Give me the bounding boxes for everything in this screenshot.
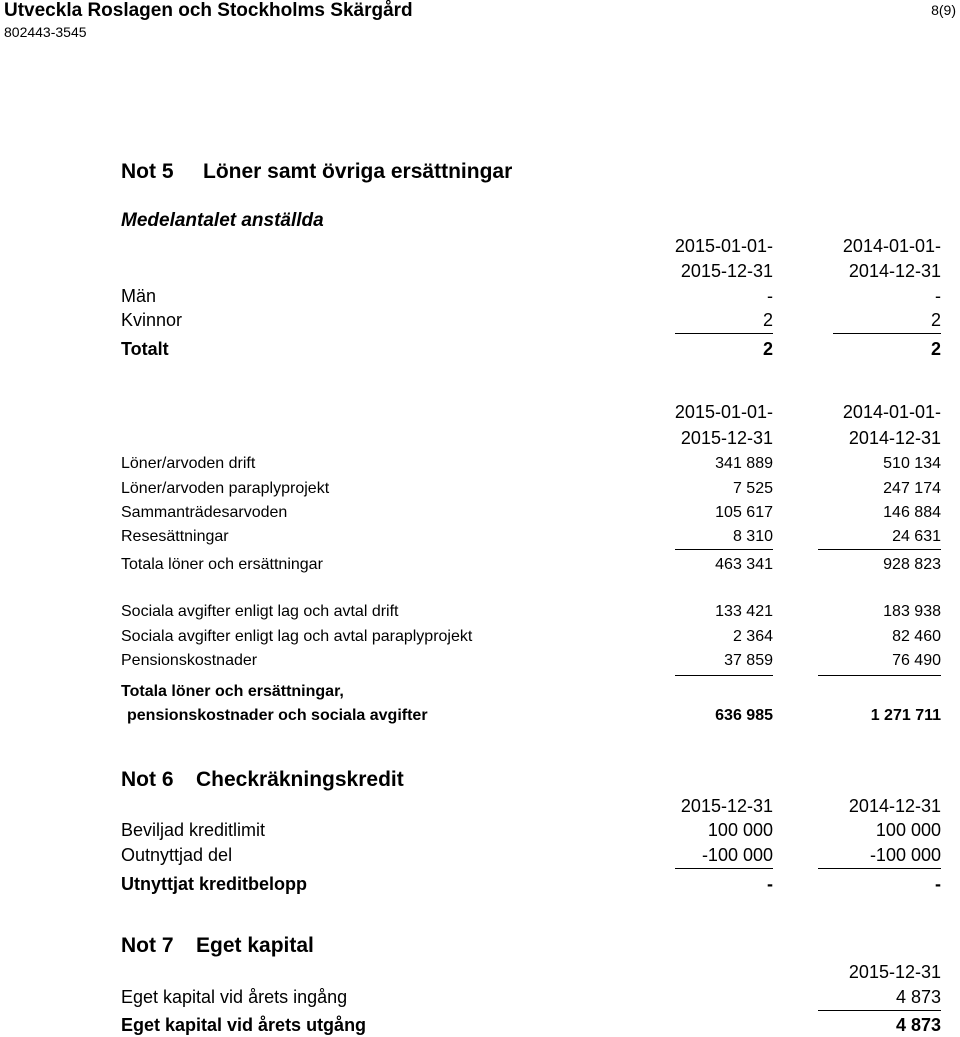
emp-row-2015: - (767, 286, 773, 306)
credit-row-2014: 100 000 (875, 820, 941, 840)
equity-total-value: 4 873 (895, 1015, 941, 1035)
emp-period-2015-start: 2015-01-01- (674, 236, 773, 256)
sal-total-label-line2: pensionskostnader och sociala avgifter (127, 707, 428, 724)
sal-subtotal-2014: 928 823 (883, 556, 941, 573)
sal-period-2015-start: 2015-01-01- (674, 402, 773, 422)
sal-period-2015-end: 2015-12-31 (680, 428, 773, 448)
sal-period-2014-start: 2014-01-01- (842, 402, 941, 422)
emp-row-2014: 2 (930, 310, 941, 330)
sal-row-2015: 2 364 (732, 628, 773, 645)
credit-row-2014: -100 000 (869, 845, 941, 865)
note6-title: Checkräkningskredit (196, 768, 404, 791)
sum-line (818, 549, 941, 550)
sal-row-label: Löner/arvoden drift (121, 455, 256, 472)
sal-row-2014: 146 884 (883, 504, 941, 521)
sal-row-2014: 247 174 (883, 480, 941, 497)
sal-total-label-line1: Totala löner och ersättningar, (121, 683, 344, 700)
sal-row-2014: 82 460 (892, 628, 941, 645)
sal-row-label: Resesättningar (121, 528, 229, 545)
emp-row-label: Män (121, 286, 157, 306)
sal-row-2015: 37 859 (724, 652, 773, 669)
note7-title: Eget kapital (196, 934, 314, 957)
equity-total-label: Eget kapital vid årets utgång (121, 1015, 367, 1035)
company-name: Utveckla Roslagen och Stockholms Skärgård (4, 0, 413, 21)
emp-period-2015-end: 2015-12-31 (680, 261, 773, 281)
sal-row-2014: 24 631 (892, 528, 941, 545)
sal-row-2015: 8 310 (732, 528, 773, 545)
page-number: 8(9) (931, 2, 956, 18)
sum-line (833, 333, 941, 334)
sal-row-2014: 76 490 (892, 652, 941, 669)
sal-total-2014: 1 271 711 (870, 707, 941, 724)
sum-line (675, 868, 773, 869)
sal-row-label: Sammanträdesarvoden (121, 504, 288, 521)
credit-total-2015: - (767, 874, 773, 894)
sal-row-2014: 183 938 (883, 603, 941, 620)
credit-row-2015: 100 000 (707, 820, 773, 840)
credit-total-2014: - (935, 874, 941, 894)
note6-number: Not 6 (121, 768, 174, 791)
sum-line (675, 675, 773, 676)
note7-number: Not 7 (121, 934, 174, 957)
emp-total-label: Totalt (121, 339, 169, 359)
credit-col-2015: 2015-12-31 (680, 796, 773, 816)
sal-row-label: Sociala avgifter enligt lag och avtal paraplyprojekt (121, 628, 473, 645)
sal-subtotal-label: Totala löner och ersättningar (121, 556, 323, 573)
credit-row-label: Outnyttjad del (121, 845, 233, 865)
sum-line (675, 333, 773, 334)
sal-row-2015: 133 421 (715, 603, 773, 620)
sal-row-label: Löner/arvoden paraplyprojekt (121, 480, 330, 497)
emp-total-2014: 2 (930, 339, 941, 359)
credit-total-label: Utnyttjat kreditbelopp (121, 874, 308, 894)
sal-total-2015: 636 985 (715, 707, 773, 724)
sal-row-label: Pensionskostnader (121, 652, 258, 669)
equity-row-value: 4 873 (895, 987, 941, 1007)
note5-number: Not 5 (121, 160, 174, 183)
sum-line (675, 549, 773, 550)
credit-col-2014: 2014-12-31 (848, 796, 941, 816)
emp-row-label: Kvinnor (121, 310, 183, 330)
equity-col: 2015-12-31 (848, 962, 941, 982)
equity-row-label: Eget kapital vid årets ingång (121, 987, 348, 1007)
org-number: 802443-3545 (4, 24, 87, 40)
credit-row-label: Beviljad kreditlimit (121, 820, 266, 840)
sal-period-2014-end: 2014-12-31 (848, 428, 941, 448)
sum-line (818, 868, 941, 869)
sal-row-2014: 510 134 (883, 455, 941, 472)
note5-title: Löner samt övriga ersättningar (203, 160, 513, 183)
sal-row-2015: 341 889 (715, 455, 773, 472)
emp-row-2014: - (935, 286, 941, 306)
emp-row-2015: 2 (762, 310, 773, 330)
sal-row-label: Sociala avgifter enligt lag och avtal drift (121, 603, 399, 620)
sal-row-2015: 7 525 (732, 480, 773, 497)
sal-subtotal-2015: 463 341 (715, 556, 773, 573)
emp-total-2015: 2 (762, 339, 773, 359)
sum-line (818, 675, 941, 676)
employees-subtitle: Medelantalet anställda (121, 210, 324, 231)
sum-line (818, 1010, 941, 1011)
credit-row-2015: -100 000 (701, 845, 773, 865)
sal-row-2015: 105 617 (715, 504, 773, 521)
emp-period-2014-end: 2014-12-31 (848, 261, 941, 281)
emp-period-2014-start: 2014-01-01- (842, 236, 941, 256)
